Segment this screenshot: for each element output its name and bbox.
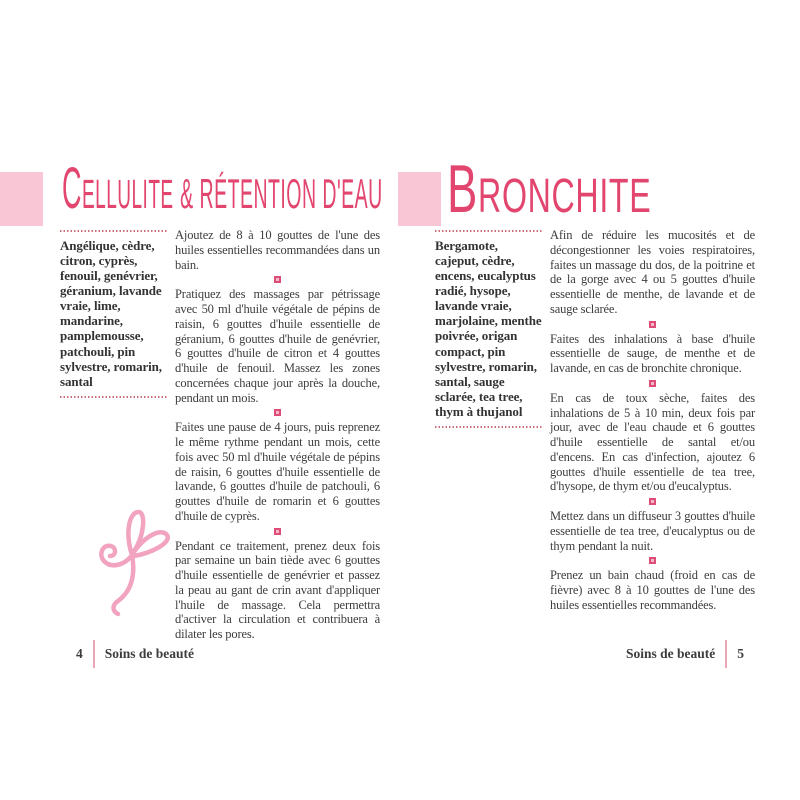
- paragraph: Pendant ce traitement, prenez deux fois par semaine un bain tiède avec 6 gouttes d'huile essentielle de genévrier et passez la peau au gant de crin avant d'appliquer l'huile de massage. Cela permettra d'activer la circulation et contribuera à dilater les pores.: [175, 538, 380, 641]
- paragraph: Mettez dans un diffuseur 3 gouttes d'huile essentielle de tea tree, d'eucalyptus ou de thym pendant la nuit.: [550, 509, 755, 553]
- footer-divider: [725, 640, 727, 668]
- recommended-oils-box: [435, 228, 543, 613]
- page-title-suffix: & RÉTENTION D'EAU: [180, 170, 383, 217]
- paragraph-separator-square: [649, 321, 656, 328]
- accent-square: [398, 172, 441, 226]
- right-page-body: [435, 228, 757, 613]
- paragraph: Prenez un bain chaud (froid en cas de fièvre) avec 8 à 10 gouttes de l'une des huiles essentielles recommandées.: [550, 568, 755, 612]
- paragraph: Afin de réduire les mucosités et de décongestionner les voies respiratoires, faites un massage du dos, de la poitrine et de la gorge avec 4 ou 5 gouttes d'huile essentielle de menthe, de lavande et de sauge sclarée.: [550, 228, 755, 316]
- right-page-title: [447, 151, 652, 227]
- paragraph: Faites des inhalations à base d'huile essentielle de sauge, de menthe et de lavande, en cas de bronchite chronique.: [550, 331, 755, 375]
- right-page-footer: [626, 640, 744, 668]
- paragraph: Pratiquez des massages par pétrissage avec 50 ml d'huile végétale de pépins de raisin, 6 gouttes d'huile essentielle de géranium, 6 gouttes d'huile de genévrier, 6 gouttes d'huile de citron et 4 gouttes d'huile de fenouil. Massez les zones concernées chaque jour après la douche, pendant un mois.: [175, 287, 380, 405]
- right-page-text: [550, 228, 755, 613]
- page-title: Cellulite: [62, 156, 174, 221]
- left-page-text: [175, 228, 380, 642]
- recommended-oils-list: Angélique, cèdre, citron, cyprès, fenouil, genévrier, géranium, lavande vraie, lime, mandarine, pamplemousse, patchouli, pin sylvestre, romarin, santal: [60, 238, 162, 389]
- left-page-footer: [76, 640, 194, 668]
- footer-divider: [93, 640, 95, 668]
- section-label: Soins de beauté: [104, 646, 195, 661]
- left-page-title: [62, 156, 383, 221]
- page-title: Bronchite: [447, 151, 652, 227]
- section-label: Soins de beauté: [625, 646, 716, 661]
- dotted-rule-top: [60, 230, 168, 232]
- dotted-rule-top: [435, 230, 543, 232]
- paragraph: Ajoutez de 8 à 10 gouttes de l'une des huiles essentielles recommandées dans un bain.: [175, 228, 380, 272]
- paragraph-separator-square: [274, 528, 281, 535]
- paragraph-separator-square: [649, 498, 656, 505]
- page-number: 4: [76, 646, 83, 661]
- recommended-oils-list: Bergamote, cajeput, cèdre, encens, eucalyptus radié, hysope, lavande vraie, marjolaine, menthe poivrée, origan compact, pin sylvestre, romarin, santal, sauge sclarée, tea tree, thym à thujanol: [435, 238, 542, 419]
- accent-square: [0, 172, 43, 226]
- dotted-rule-bottom: [60, 396, 168, 398]
- paragraph-separator-square: [274, 409, 281, 416]
- paragraph-separator-square: [649, 557, 656, 564]
- paragraph-separator-square: [649, 380, 656, 387]
- paragraph: En cas de toux sèche, faites des inhalations de 5 à 10 min, deux fois par jour, avec de l'eau chaude et 6 gouttes d'huile essentielle de santal et/ou d'encens. En cas d'infection, ajoutez 6 gouttes d'huile essentielle de tea tree, d'hysope, de thym et/ou d'eucalyptus.: [550, 390, 755, 494]
- flourish-icon: [80, 503, 172, 618]
- page-number: 5: [737, 646, 744, 661]
- dotted-rule-bottom: [435, 426, 543, 428]
- paragraph: Faites une pause de 4 jours, puis reprenez le même rythme pendant un mois, cette fois avec 50 ml d'huile végétale de pépins de raisin, 6 gouttes d'huile essentielle de lavande, 6 gouttes d'huile de patchouli, 6 gouttes d'huile de romarin et 6 gouttes d'huile de cyprès.: [175, 420, 380, 523]
- paragraph-separator-square: [274, 276, 281, 283]
